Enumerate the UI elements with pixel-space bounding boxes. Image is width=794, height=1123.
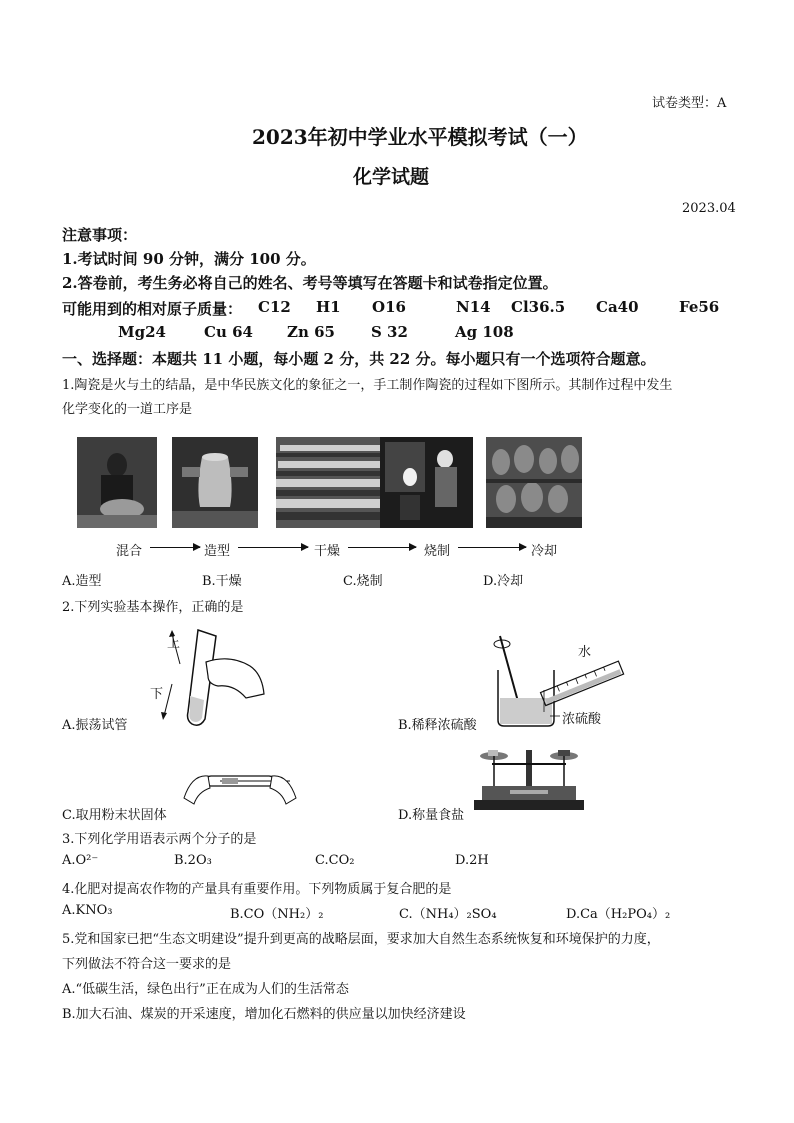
mass-ca: Ca40	[596, 298, 639, 316]
q2-option-d[interactable]: D.称量食盐	[398, 808, 465, 823]
q4-option-c[interactable]: C.（NH₄）₂SO₄	[399, 907, 497, 922]
photo-shaping	[172, 437, 258, 528]
q5-stem-line2: 下列做法不符合这一要求的是	[62, 957, 232, 972]
atomic-mass-label: 可能用到的相对原子质量：	[62, 300, 243, 318]
q2-stem: 2.下列实验基本操作，正确的是	[62, 600, 244, 615]
q1-option-a[interactable]: A.造型	[62, 574, 102, 589]
note-item-1: 1.考试时间 90 分钟，满分 100 分。	[62, 250, 316, 268]
fig-b-water-label: 水	[578, 645, 592, 660]
photo-firing	[380, 437, 473, 528]
mass-ag: Ag 108	[455, 323, 514, 341]
mass-c: C12	[258, 298, 291, 316]
q3-stem: 3.下列化学用语表示两个分子的是	[62, 832, 257, 847]
mass-s: S 32	[371, 323, 408, 341]
q4-stem: 4.化肥对提高农作物的产量具有重要作用。下列物质属于复合肥的是	[62, 882, 452, 897]
q3-option-b[interactable]: B.2O₃	[174, 853, 212, 868]
q2-option-b[interactable]: B.稀释浓硫酸	[398, 718, 477, 733]
q4-option-b[interactable]: B.CO（NH₂）₂	[230, 907, 324, 922]
q2-option-c[interactable]: C.取用粉末状固体	[62, 808, 167, 823]
mass-n: N14	[456, 298, 491, 316]
notes-heading: 注意事项：	[62, 226, 138, 244]
figure-dilute-acid	[488, 632, 628, 732]
q3-option-a[interactable]: A.O²⁻	[62, 853, 99, 868]
mass-o: O16	[372, 298, 406, 316]
mass-cl: Cl36.5	[511, 298, 566, 316]
fig-a-down-label: 下	[150, 687, 164, 702]
q2-option-a[interactable]: A.振荡试管	[62, 718, 128, 733]
step-shape: 造型	[204, 544, 231, 559]
q1-option-c[interactable]: C.烧制	[343, 574, 383, 589]
figure-powder-tube	[180, 762, 300, 810]
mass-h: H1	[316, 298, 341, 316]
q1-stem-line2: 化学变化的一道工序是	[62, 402, 193, 417]
mass-zn: Zn 65	[287, 323, 335, 341]
note-item-2: 2.答卷前，考生务必将自己的姓名、考号等填写在答题卡和试卷指定位置。	[62, 274, 558, 292]
exam-date: 2023.04	[682, 201, 736, 216]
fig-b-acid-label: 浓硫酸	[562, 712, 602, 727]
section-heading: 一、选择题：本题共 11 小题，每小题 2 分，共 22 分。每小题只有一个选项符合题意。	[62, 350, 656, 368]
q5-option-b[interactable]: B.加大石油、煤炭的开采速度，增加化石燃料的供应量以加快经济建设	[62, 1007, 466, 1022]
mass-fe: Fe56	[679, 298, 720, 316]
q4-option-d[interactable]: D.Ca（H₂PO₄）₂	[566, 907, 671, 922]
flow-arrow-4	[458, 547, 526, 548]
flow-arrow-2	[238, 547, 308, 548]
exam-title: 2023年初中学业水平模拟考试（一）	[252, 125, 588, 149]
mass-cu: Cu 64	[204, 323, 253, 341]
q4-option-a[interactable]: A.KNO₃	[62, 903, 113, 918]
q1-option-d[interactable]: D.冷却	[483, 574, 524, 589]
photo-mixing	[77, 437, 157, 528]
q5-option-a[interactable]: A.“低碳生活，绿色出行”正在成为人们的生活常态	[62, 982, 349, 997]
q1-option-b[interactable]: B.干燥	[202, 574, 242, 589]
figure-balance	[470, 742, 588, 814]
photo-cooling	[486, 437, 582, 528]
q3-option-c[interactable]: C.CO₂	[315, 853, 355, 868]
q5-stem-line1: 5.党和国家已把“生态文明建设”提升到更高的战略层面，要求加大自然生态系统恢复和环境保护的力度，	[62, 932, 660, 947]
fig-a-up-label: 上	[167, 636, 181, 651]
step-cool: 冷却	[531, 544, 558, 559]
paper-type: 试卷类型：A	[652, 96, 727, 111]
flow-arrow-1	[150, 547, 200, 548]
mass-mg: Mg24	[118, 323, 166, 341]
q1-stem-line1: 1.陶瓷是火与土的结晶，是中华民族文化的象征之一，手工制作陶瓷的过程如下图所示。其制作过程中发生	[62, 378, 673, 393]
step-dry: 干燥	[314, 544, 341, 559]
photo-drying	[276, 437, 394, 528]
step-fire: 烧制	[424, 544, 451, 559]
subject-title: 化学试题	[353, 166, 430, 188]
flow-arrow-3	[348, 547, 416, 548]
step-mix: 混合	[116, 544, 143, 559]
q3-option-d[interactable]: D.2H	[455, 853, 489, 868]
